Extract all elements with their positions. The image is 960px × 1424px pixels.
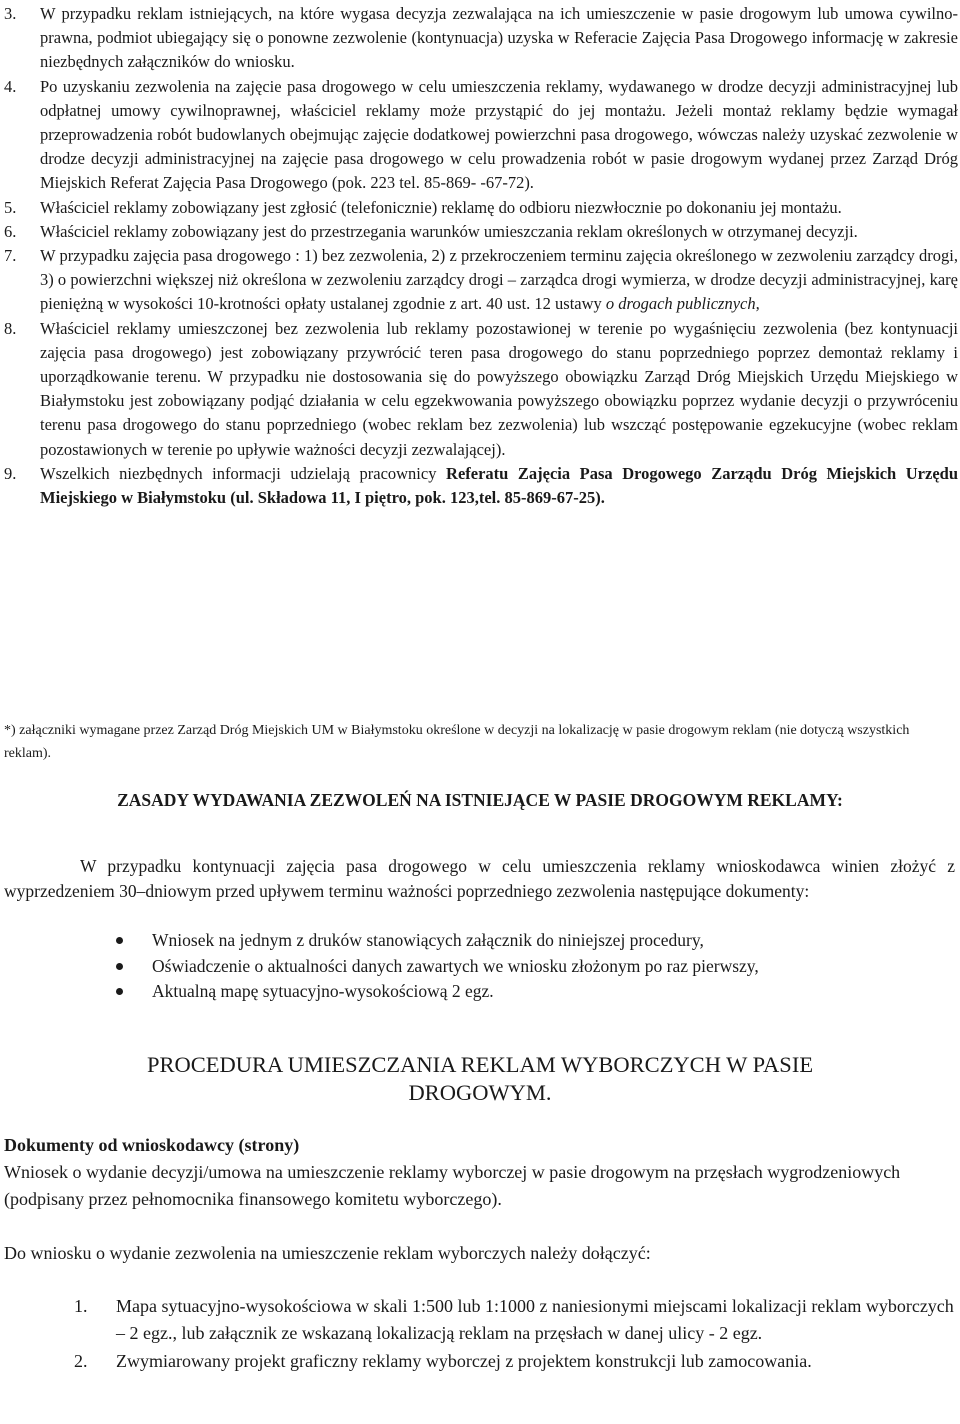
list-text: Mapa sytuacyjno-wysokościowa w skali 1:500 lub 1:1000 z naniesionymi miejscami lokalizacji reklam wyborczych – 2 egz., lub załącznik ze wskazaną lokalizacją reklam na przęsłach w danej ulicy - 2 egz. [116,1296,954,1344]
bullet-item [108,979,948,1005]
bullet-icon [108,928,152,954]
list-number: 3. [4,4,17,23]
bullet-icon [108,979,152,1005]
list-text [40,244,958,317]
list-text-main: Wszelkich niezbędnych informacji udzielają pracownicy [40,463,437,483]
list-number: 8. [4,318,17,338]
list-item [4,2,958,75]
rules-bullet-list [108,928,948,1005]
list-number: 2. [74,1350,88,1371]
bullet-item [108,928,948,954]
bullet-icon [108,954,152,980]
list-number: 6. [4,221,17,241]
list-number: 5. [4,197,17,217]
list-text: Po uzyskaniu zezwolenia na zajęcie pasa drogowego w celu umieszczenia reklamy, wydawanego w drodze decyzji administracyjnej lub odpłatnej umowy cywilnoprawnej, właściciel reklamy może przystąpić do jej montażu. Jeżeli montaż reklamy będzie wymagał przeprowadzenia robót budowlanych obejmując zajęcie dodatkowej powierzchni pasa drogowego, wówczas należy uzyskać zezwolenie w drodze decyzji administracyjnej na zajęcie pasa drogowego w celu prowadzenia robót w pasie drogowym wydanej przez Zarząd Dróg Miejskich Referat Zajęcia Pasa Drogowego (pok. 223 tel. 85-869- -67-72). [40,76,958,193]
procedure-heading-line: DROGOWYM. [408,1080,552,1105]
list-text-bold: Referatu Zajęcia Pasa Drogowego Zarządu Dróg Miejskich Urzędu Miejskiego w Białymstoku (ul. Składowa 11, I piętro, pok. 123,tel. 85-869-67-25). [40,463,959,508]
list-text: Właściciel reklamy umieszczonej bez zezwolenia lub reklamy pozostawionej w terenie po wygaśnięciu zezwolenia (bez kontynuacji zajęcia pasa drogowego) jest zobowiązany przywrócić teren pasa drogowego do stanu poprzedniego poprzez demontaż reklamy i uporządkowanie terenu. W przypadku nie dostosowania się do powyższego obowiązku Zarząd Dróg Miejskich Urzędu Miejskiego w Białymstoku jest zobowiązany podjąć działania w celu egzekwowania powyższego obowiązku poprzez wydanie decyzji o przywróceniu terenu pasa drogowego do stanu poprzedniego (wobec reklam bez zezwolenia) lub wszcząć postępowanie egzekucyjne (wobec reklam pozostawionych w terenie po upływie ważności decyzji zezwalającej). [40,318,958,459]
list-number: 1. [74,1296,88,1316]
list-number: 4. [4,76,17,96]
list-item [4,462,958,510]
list-item [74,1348,954,1375]
procedure-heading [0,1051,960,1107]
attachments-intro: Do wniosku o wydanie zezwolenia na umieszczenie reklam wyborczych należy dołączyć: [4,1243,651,1263]
documents-section [4,1132,955,1213]
list-item [4,244,958,317]
bullet-text: Wniosek na jednym z druków stanowiących załącznik do niniejszej procedury, [152,930,704,950]
list-text [40,462,958,510]
list-item [4,317,958,462]
list-text: Zwymiarowany projekt graficzny reklamy wyborczej z projektem konstrukcji lub zamocowania. [116,1350,812,1371]
list-text: W przypadku reklam istniejących, na które wygasa decyzja zezwalająca na ich umieszczenie w pasie drogowym lub umowa cywilno-prawna, podmiot ubiegający się o ponowne zezwolenie (kontynuacja) uzyska w Referacie Zajęcia Pasa Drogowego informację w zakresie niezbędnych załączników do wniosku. [40,4,958,72]
bullet-text: Oświadczenie o aktualności danych zawartych we wniosku złożonym po raz pierwszy, [152,955,759,976]
list-text-italic: o drogach publicznych, [605,294,760,314]
bullet-item [108,954,948,980]
list-number: 9. [4,463,17,483]
conditions-list [4,2,958,510]
list-text-main: W przypadku zajęcia pasa drogowego : 1) bez zezwolenia, 2) z przekroczeniem terminu zajęcia określonego w zezwoleniu zarządcy drogi, 3) o powierzchni większej niż określona w zezwoleniu zarządcy drogi – zarządca drogi wymierza, w drodze decyzji administracyjnej, karę pieniężną w wysokości 10-krotności opłaty ustalanej zgodnie z art. 40 ust. 12 ustawy [40,246,958,314]
list-item [4,196,958,220]
attachments-list [74,1293,954,1375]
list-text: Właściciel reklamy zobowiązany jest do przestrzegania warunków umieszczania reklam określonych w otrzymanej decyzji. [40,221,858,241]
list-item [74,1293,954,1348]
bullet-text: Aktualną mapę sytuacyjno-wysokościową 2 egz. [152,981,494,1002]
rules-heading: ZASADY WYDAWANIA ZEZWOLEŃ NA ISTNIEJĄCE W PASIE DROGOWYM REKLAMY: [117,790,843,810]
list-item [4,75,958,196]
list-item [4,220,958,244]
rules-intro [4,854,955,904]
documents-text: Wniosek o wydanie decyzji/umowa na umieszczenie reklamy wyborczej w pasie drogowym na przęsłach wygrodzeniowych (podpisany przez pełnomocnika finansowego komitetu wyborczego). [4,1162,901,1209]
footnote: *) załączniki wymagane przez Zarząd Dróg Miejskich UM w Białymstoku określone w decyzji na lokalizację w pasie drogowym reklam (nie dotyczą wszystkich reklam). [4,723,910,761]
documents-title: Dokumenty od wnioskodawcy (strony) [4,1135,300,1155]
list-text: Właściciel reklamy zobowiązany jest zgłosić (telefonicznie) reklamę do odbioru niezwłocznie po dokonaniu jej montażu. [40,197,842,217]
procedure-heading-line: PROCEDURA UMIESZCZANIA REKLAM WYBORCZYCH W PASIE [146,1052,814,1077]
rules-intro-text: W przypadku kontynuacji zajęcia pasa drogowego w celu umieszczenia reklamy wnioskodawca winien złożyć z wyprzedzeniem 30–dniowym przed upływem terminu ważności poprzedniego zezwolenia następujące dokumenty: [4,856,955,902]
list-number: 7. [4,246,17,266]
